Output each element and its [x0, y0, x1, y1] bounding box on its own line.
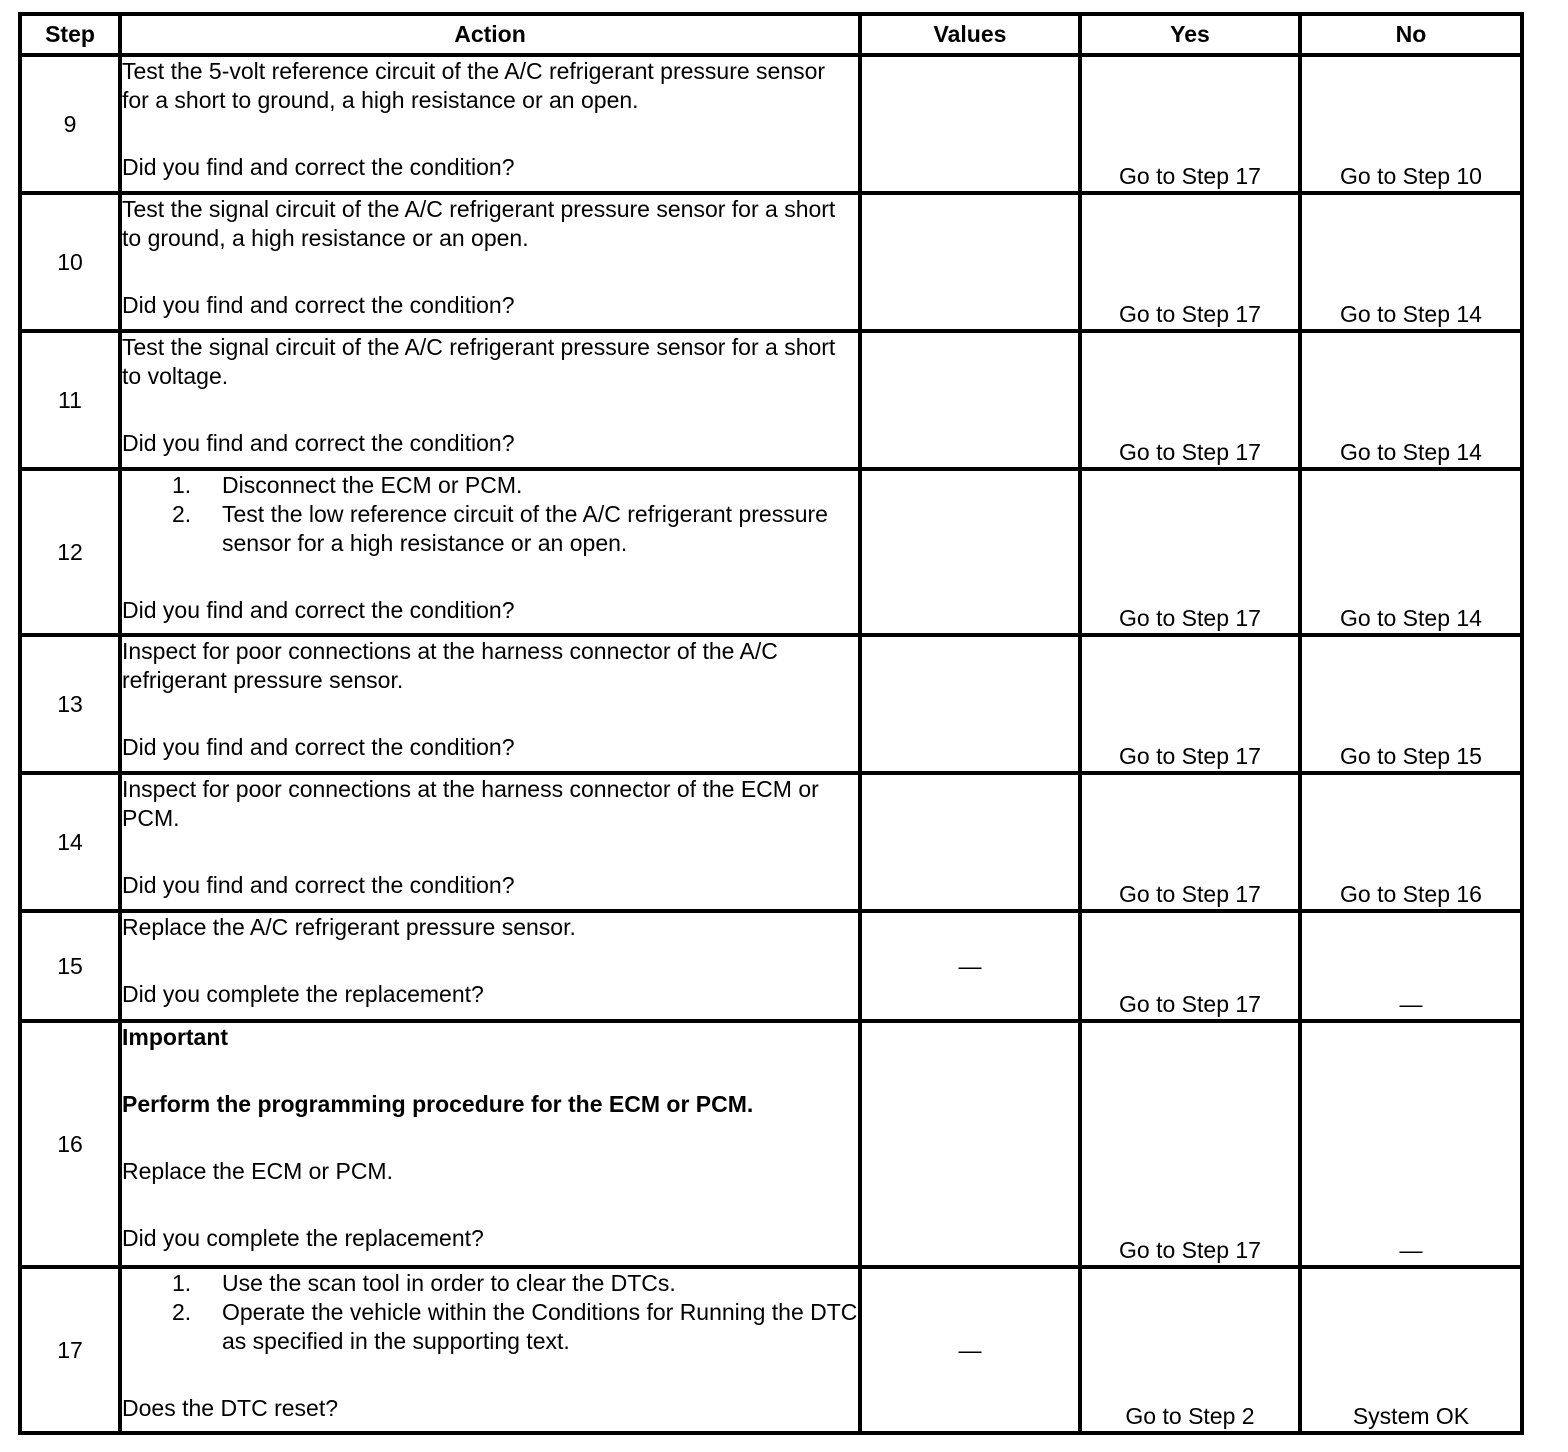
yes-cell: Go to Step 2: [1080, 1267, 1300, 1433]
table-row: [20, 55, 1522, 193]
no-cell: System OK: [1300, 1267, 1522, 1433]
table-row: [20, 911, 1522, 1021]
yes-cell: Go to Step 17: [1080, 635, 1300, 773]
yes-cell: Go to Step 17: [1080, 193, 1300, 331]
action-text: Replace the A/C refrigerant pressure sensor.: [122, 914, 576, 940]
table-row: [20, 469, 1522, 635]
values-cell: [860, 193, 1080, 331]
yes-cell: Go to Step 17: [1080, 331, 1300, 469]
no-cell: Go to Step 14: [1300, 193, 1522, 331]
action-cell: [120, 55, 860, 193]
substep-number: 1.: [172, 1270, 192, 1296]
no-cell: Go to Step 14: [1300, 331, 1522, 469]
action-text: Test the 5-volt reference circuit of the A/C refrigerant pressure sensor for a short to ground, a high resistance or an open.: [122, 58, 826, 113]
action-question: Did you find and correct the condition?: [122, 292, 515, 318]
action-question: Did you find and correct the condition?: [122, 597, 515, 623]
action-question: Did you complete the replacement?: [122, 1225, 484, 1251]
substep-list: [122, 471, 858, 558]
action-cell: [120, 193, 860, 331]
values-cell: [860, 1021, 1080, 1267]
action-cell: [120, 331, 860, 469]
no-cell: —: [1300, 1021, 1522, 1267]
action-question: Did you find and correct the condition?: [122, 154, 515, 180]
list-item: [172, 471, 858, 500]
action-question: Did you find and correct the condition?: [122, 734, 515, 760]
header-values: Values: [860, 14, 1080, 55]
values-cell: [860, 635, 1080, 773]
action-text: Inspect for poor connections at the harness connector of the ECM or PCM.: [122, 776, 819, 831]
step-number: 15: [20, 911, 120, 1021]
yes-cell: Go to Step 17: [1080, 469, 1300, 635]
action-cell: [120, 635, 860, 773]
step-number: 11: [20, 331, 120, 469]
action-question: Did you find and correct the condition?: [122, 872, 515, 898]
no-cell: Go to Step 10: [1300, 55, 1522, 193]
values-cell: [860, 469, 1080, 635]
table-row: [20, 193, 1522, 331]
list-item: [172, 1298, 858, 1356]
no-cell: Go to Step 16: [1300, 773, 1522, 911]
header-step: Step: [20, 14, 120, 55]
action-question: Did you find and correct the condition?: [122, 430, 515, 456]
action-text: Replace the ECM or PCM.: [122, 1158, 393, 1184]
substep-text: Disconnect the ECM or PCM.: [222, 472, 523, 498]
substep-text: Operate the vehicle within the Conditions for Running the DTC as specified in the supporting text.: [222, 1299, 858, 1354]
no-cell: Go to Step 14: [1300, 469, 1522, 635]
table-row: [20, 773, 1522, 911]
list-item: [172, 500, 858, 558]
yes-cell: Go to Step 17: [1080, 1021, 1300, 1267]
yes-cell: Go to Step 17: [1080, 773, 1300, 911]
action-cell: [120, 911, 860, 1021]
header-yes: Yes: [1080, 14, 1300, 55]
action-cell: [120, 773, 860, 911]
substep-number: 2.: [172, 1299, 192, 1325]
action-cell: [120, 1267, 860, 1433]
important-label: Important: [122, 1024, 229, 1050]
list-item: [172, 1269, 858, 1298]
step-number: 9: [20, 55, 120, 193]
values-cell: —: [860, 1267, 1080, 1433]
step-number: 10: [20, 193, 120, 331]
table-row: [20, 1267, 1522, 1433]
header-no: No: [1300, 14, 1522, 55]
action-text: Inspect for poor connections at the harness connector of the A/C refrigerant pressure sensor.: [122, 638, 778, 693]
action-question: Does the DTC reset?: [122, 1395, 339, 1421]
step-number: 12: [20, 469, 120, 635]
step-number: 16: [20, 1021, 120, 1267]
action-cell: [120, 1021, 860, 1267]
action-text: Test the signal circuit of the A/C refrigerant pressure sensor for a short to ground, a high resistance or an open.: [122, 196, 836, 251]
action-text: Test the signal circuit of the A/C refrigerant pressure sensor for a short to voltage.: [122, 334, 836, 389]
action-question: Did you complete the replacement?: [122, 981, 484, 1007]
substep-text: Test the low reference circuit of the A/C refrigerant pressure sensor for a high resistance or an open.: [222, 501, 828, 556]
step-number: 17: [20, 1267, 120, 1433]
values-cell: —: [860, 911, 1080, 1021]
table-row: [20, 331, 1522, 469]
table-row: [20, 1021, 1522, 1267]
substep-text: Use the scan tool in order to clear the DTCs.: [222, 1270, 676, 1296]
action-cell: [120, 469, 860, 635]
table-row: [20, 635, 1522, 773]
substep-number: 2.: [172, 501, 192, 527]
header-action: Action: [120, 14, 860, 55]
values-cell: [860, 55, 1080, 193]
yes-cell: Go to Step 17: [1080, 55, 1300, 193]
step-number: 14: [20, 773, 120, 911]
no-cell: Go to Step 15: [1300, 635, 1522, 773]
values-cell: [860, 773, 1080, 911]
diagnostic-table: [18, 12, 1524, 1435]
header-row: [20, 14, 1522, 55]
substep-number: 1.: [172, 472, 192, 498]
values-cell: [860, 331, 1080, 469]
substep-list: [122, 1269, 858, 1356]
no-cell: —: [1300, 911, 1522, 1021]
yes-cell: Go to Step 17: [1080, 911, 1300, 1021]
important-note: Perform the programming procedure for the ECM or PCM.: [122, 1091, 754, 1117]
step-number: 13: [20, 635, 120, 773]
